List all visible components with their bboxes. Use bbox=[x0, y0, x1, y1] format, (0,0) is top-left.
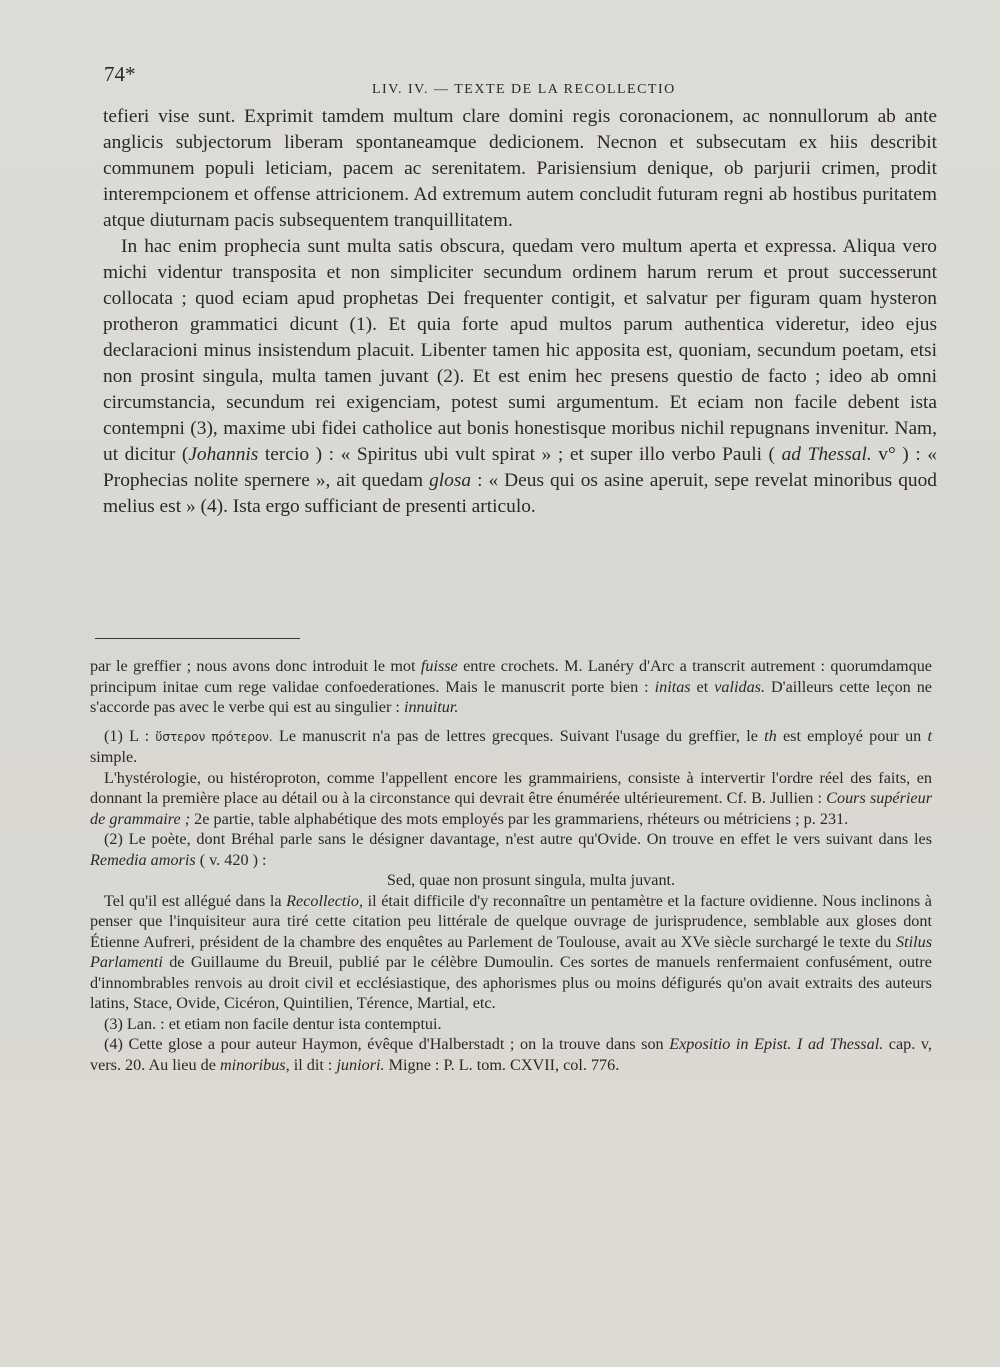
text-run: il dit : bbox=[289, 1055, 337, 1074]
italic-ref: Johannis bbox=[188, 444, 259, 465]
footnote-1-continued bbox=[90, 768, 932, 830]
italic-title: Recollectio, bbox=[286, 891, 364, 910]
italic-title: Stilus Parlamenti bbox=[90, 932, 932, 971]
text-run: D'ailleurs cette leçon ne s'accorde pas avec le verbe qui est au singulier : bbox=[90, 677, 932, 716]
footnote-1 bbox=[90, 726, 932, 768]
text-run: In hac enim prophecia sunt multa satis obscura, quedam vero multum aperta et expressa. Aliqua vero michi videntur transposita et non simpliciter secundum ordinem harum rerum et prout successerunt collocata ; quod eciam apud prophetas Dei frequenter contigit, et salvatur per figuram quam hysteron protheron grammatici dicunt (1). Et quia forte apud multos parum authentica videretur, ideo ejus declaracioni minus insistendum placuit. Libenter tamen hic apposita est, quoniam, secundum poetam, etsi non prosint singula, multa tamen juvant (2). Et est enim hec presens questio de facto ; ideo ab omni circumstancia, secundum rei exigenciam, potest sumi argumentum. Et eciam non facile debent ista contempni (3), maxime ubi fidei catholice aut bonis honestisque moribus nichil repugnans invenitur. Nam, ut dicitur ( bbox=[103, 236, 937, 465]
footnote-2 bbox=[90, 829, 932, 870]
text-run: et bbox=[690, 677, 715, 696]
page-number: 74* bbox=[104, 62, 136, 86]
text-run: Tel qu'il est allégué dans la bbox=[104, 891, 287, 910]
footnote-continuation bbox=[90, 656, 932, 718]
italic-word: innuitur. bbox=[403, 698, 459, 716]
italic-title: Cours supérieur de grammaire ; bbox=[90, 789, 932, 828]
text-run: L'hystérologie, ou histéroproton, comme l'appellent encore les grammairiens, consiste à intervertir l'ordre réel des faits, en donnant la première place au détail ou à la circonstance qui devrait être énumérée ultérieurement. Cf. B. Jullien : bbox=[90, 768, 932, 807]
text-run: est employé pour un bbox=[776, 726, 928, 745]
text-run: par le greffier ; nous avons donc introduit le mot bbox=[90, 657, 421, 675]
text-run: Migne : P. L. tom. CXVII, col. 776. bbox=[384, 1055, 620, 1074]
italic-word: t bbox=[927, 726, 932, 745]
text-run: tercio ) : « Spiritus ubi vult spirat » ; et super illo verbo Pauli ( bbox=[258, 444, 782, 465]
verse-quote: Sed, quae non prosunt singula, multa juvant. bbox=[386, 871, 676, 889]
text-run: (4) Cette glose a pour auteur Haymon, évêque d'Halberstadt ; on la trouve dans son bbox=[104, 1035, 670, 1053]
italic-word: th bbox=[764, 726, 777, 745]
text-run: entre crochets. M. Lanéry d'Arc a transcrit autrement : quorumdamque principum initae cum rege validae confoederationes. Mais le manuscrit porte bien : bbox=[90, 657, 932, 696]
page-header bbox=[104, 62, 934, 102]
text-run: ( v. 420 ) : bbox=[195, 850, 267, 869]
italic-title: Expositio in Epist. I ad Thessal. bbox=[669, 1035, 884, 1053]
footnote-label: (1) L : bbox=[104, 726, 150, 745]
text-run: (2) Le poète, dont Bréhal parle sans le désigner davantage, n'est autre qu'Ovide. On trouve en effet le vers suivant dans les bbox=[104, 830, 932, 848]
text-run: 2e partie, table alphabétique des mots employés par les grammariens, rhéteurs ou métriciens ; p. 231. bbox=[190, 809, 849, 828]
italic-word: validas. bbox=[714, 677, 766, 696]
main-text bbox=[103, 104, 937, 520]
italic-word: initas bbox=[654, 677, 691, 696]
paragraph-2 bbox=[103, 234, 937, 520]
footnote-4 bbox=[90, 1034, 932, 1075]
text-run: cap. v, vers. 20. Au lieu de bbox=[90, 1035, 932, 1074]
italic-ref: glosa bbox=[429, 470, 472, 491]
footnote-3: (3) Lan. : et etiam non facile dentur ista contemptui. bbox=[104, 1014, 442, 1033]
text-run: simple. bbox=[90, 748, 138, 766]
text-run: v° ) : « Prophecias nolite spernere », ait quedam bbox=[103, 444, 937, 491]
italic-word: fuisse bbox=[420, 657, 458, 675]
footnote-2-continued bbox=[90, 891, 932, 1014]
paragraph-1: tefieri vise sunt. Exprimit tamdem multum clare domini regis coronacionem, ac nonnullorum ab ante anglicis subjectorum liberam spontaneamque dedicionem. Necnon et subsecutam ex hiis describit communem populi leticiam, pacem ac serenitatem. Parisiensium denique, ob parjurii crimen, prodit interempcionem et offense attricionem. Ad extremum autem concludit futuram regni ab hostibus puritatem atque diuturnam pacis subsequentem tranquillitatem. bbox=[103, 106, 937, 231]
italic-word: minoribus, bbox=[219, 1055, 290, 1074]
italic-ref: ad Thessal. bbox=[781, 444, 872, 465]
text-run: Le manuscrit n'a pas de lettres grecques. Suivant l'usage du greffier, le bbox=[272, 726, 765, 745]
italic-title: Remedia amoris bbox=[90, 850, 196, 869]
greek-text: ὕστερον πρότερον. bbox=[155, 729, 273, 744]
text-run: de Guillaume du Breuil, publié par le célèbre Dumoulin. Ces sortes de manuels renfermaient confusément, outre d'innombrables renvois au droit civil et ecclésiastique, des aphorismes plus ou moins défigurés qu'on avait extraits des auteurs latins, Stace, Ovide, Cicéron, Quintilien, Térence, Martial, etc. bbox=[90, 953, 932, 1012]
text-run: il était difficile d'y reconnaître un pentamètre et la facture ovidienne. Nous inclinons à penser que l'inquisiteur aura tiré cette citation peu littérale de quelque ouvrage de jurisprudence, semblable aux gloses dont Étienne Aufreri, président de la chambre des enquêtes au Parlement de Toulouse, avait au XVe siècle surchargé le texte du bbox=[90, 891, 932, 951]
running-title: LIV. IV. — TEXTE DE LA RECOLLECTIO bbox=[372, 82, 676, 97]
footnote-separator bbox=[95, 638, 300, 639]
footnotes bbox=[90, 656, 932, 1075]
italic-word: juniori. bbox=[336, 1055, 385, 1074]
text-run: : « Deus qui os asine aperuit, sepe revelat minoribus quod melius est » (4). Ista ergo sufficiant de presenti articulo. bbox=[103, 470, 937, 517]
